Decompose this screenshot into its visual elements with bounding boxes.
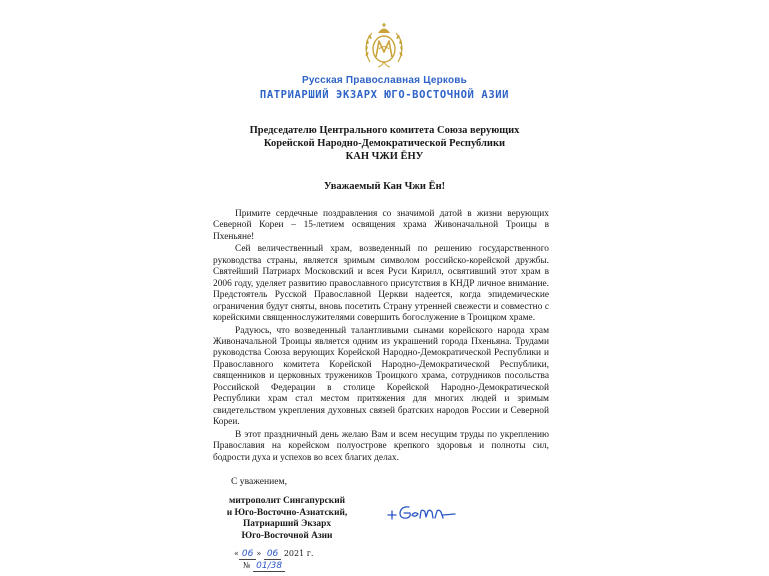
date-year: 2021 г. (283, 549, 314, 558)
patriarchal-monogram-emblem-icon (360, 22, 408, 70)
body-paragraph: Радуюсь, что возведенный талантливыми сынами корейского народа храм Живоначальной Троицы является одним из украшений города Пхеньяна. Трудами руководства Союза верующих Корейской Народно-Демократической Республики и Православного комитета Корейской Народно-Демократической Республики, священников и церковных тружеников Троицкого храма, сотрудников посольства Российской Федерации в столице Корейской Народно-Демократической Республики храм стал местом притяжения для многих людей и зримым свидетельством укрепления духовных связей братских народов России и Северной Кореи. (213, 325, 549, 428)
body-paragraph: В этот праздничный день желаю Вам и всем несущим труды по укреплению Православия на корейском полуострове крепкого здоровья и полноты сил, бодрости духа и успехов во всех благих делах. (213, 429, 549, 463)
date-open-quote: « (234, 549, 239, 558)
handwritten-signature-icon (385, 498, 457, 528)
signatory-line: митрополит Сингапурский (228, 496, 346, 506)
addressee-line: Корейской Народно-Демократической Республики (263, 138, 506, 149)
date-month: 06 (264, 549, 281, 560)
closing-phrase: С уважением, (231, 476, 288, 487)
exarchate-title: ПАТРИАРШИЙ ЭКЗАРХ ЮГО-ВОСТОЧНОЙ АЗИИ (259, 89, 510, 101)
addressee-name: КАН ЧЖИ ЁНУ (345, 151, 424, 162)
organization-name: Русская Православная Церковь (302, 75, 467, 86)
reference-number-value: 01/38 (253, 561, 285, 572)
date-line (234, 549, 313, 559)
signatory-line: и Юго-Восточно-Азиатский, (226, 507, 348, 518)
reference-number-line (243, 561, 285, 571)
signatory-line: Патриарший Экзарх (242, 519, 332, 530)
body-paragraph: Примите сердечные поздравления со значимой датой в жизни верующих Северной Кореи – 15-летием освящения храма Живоначальной Троицы в Пхеньяне! (213, 209, 549, 242)
addressee-block (0, 124, 769, 163)
signatory-line: Юго-Восточной Азии (241, 530, 333, 541)
addressee-line: Председателю Центрального комитета Союза верующих (249, 125, 520, 136)
letter-body (213, 209, 549, 465)
date-close-quote: » (256, 549, 262, 558)
date-day: 06 (239, 549, 256, 560)
reference-number-prefix: № (243, 561, 251, 570)
salutation: Уважаемый Кан Чжи Ён! (323, 181, 446, 192)
signatory-block (222, 496, 352, 542)
body-paragraph: Сей величественный храм, возведенный по решению государственного руководства страны, является зримым символом российско-корейской дружбы. Святейший Патриарх Московский и всея Руси Кирилл, освятивший этот храм в 2006 году, уделяет развитию православного присутствия в КНДР личное внимание. Предстоятель Русской Православной Церкви надеется, когда эпидемические ограничения будут сняты, вновь посетить Страну утренней свежести и совместно с корейскими священнослужителями совершить богослужение в Троицком храме. (213, 244, 549, 324)
